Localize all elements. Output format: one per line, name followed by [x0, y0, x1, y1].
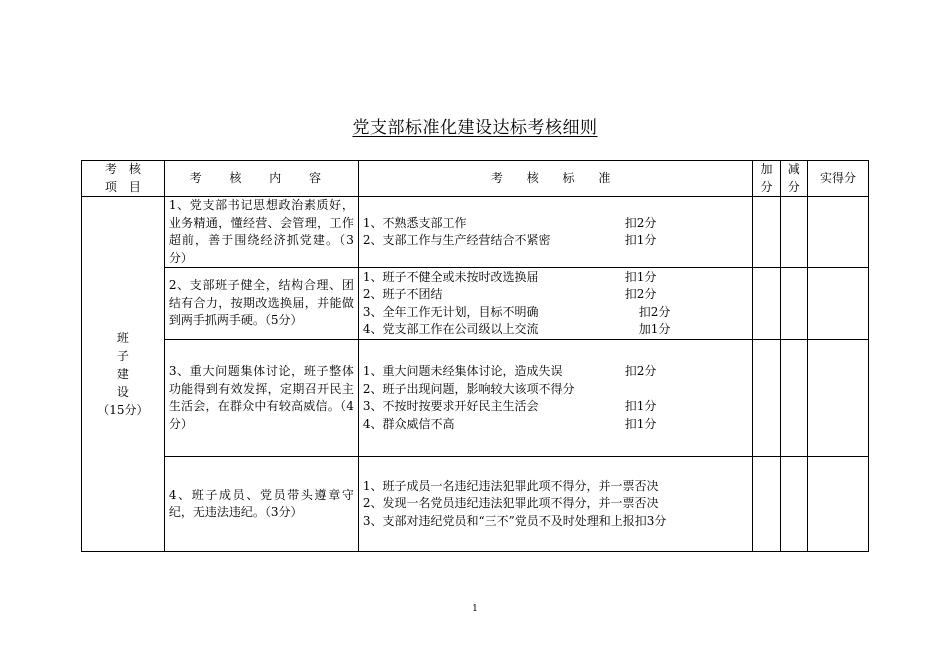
- header-plus-line1: 加: [760, 162, 773, 176]
- criterion-text: 1、班子成员一名违纪违法犯罪此项不得分，并一票否决: [362, 478, 659, 493]
- score-cell: [807, 340, 868, 457]
- minus-cell: [780, 197, 807, 268]
- category-line: 子: [116, 349, 129, 363]
- header-plus-line2: 分: [760, 179, 773, 194]
- table-row: [82, 457, 869, 552]
- criterion-text: 3、全年工作无计划，目标不明确: [362, 304, 539, 319]
- criterion-text: 1、重大问题未经集体讨论，造成失误: [362, 364, 563, 378]
- category-line: 设: [116, 385, 129, 399]
- content-cell: 3、重大问题集体讨论，班子整体功能得到有效发挥，定期召开民主生活会，在群众中有较高威信。（4分）: [164, 340, 358, 457]
- criterion-points: 加1分: [638, 322, 671, 336]
- header-item-line2: 项 目: [104, 179, 141, 194]
- header-minus-line2: 分: [787, 179, 800, 194]
- plus-cell: [753, 268, 780, 340]
- score-cell: [807, 197, 868, 268]
- score-cell: [807, 268, 868, 340]
- score-cell: [807, 457, 868, 552]
- category-line: 班: [116, 331, 129, 345]
- criterion-text: 2、班子不团结: [362, 287, 443, 301]
- criterion-points: 扣2分: [638, 304, 671, 319]
- table-row: [82, 340, 869, 457]
- criterion-text: 2、班子出现问题，影响较大该项不得分: [362, 381, 575, 396]
- header-standard: 考 核 标 准: [358, 161, 753, 197]
- category-cell: [82, 197, 165, 552]
- standard-cell: [358, 457, 753, 552]
- criterion-text: 2、发现一名党员违纪违法犯罪此项不得分，并一票否决: [362, 496, 659, 511]
- content-cell: 2、支部班子健全，结构合理、团结有合力，按期改选换届，并能做到两手抓两手硬。（5分）: [164, 268, 358, 340]
- content-cell: 1、党支部书记思想政治素质好，业务精通，懂经营、会管理，工作超前，善于围绕经济抓党建。（3分）: [164, 197, 358, 268]
- category-line: 建: [116, 367, 129, 381]
- standard-cell: [358, 268, 753, 340]
- plus-cell: [753, 197, 780, 268]
- criterion-text: 1、不熟悉支部工作: [362, 215, 467, 230]
- standard-cell: [358, 340, 753, 457]
- criterion-points: 扣1分: [624, 416, 657, 431]
- table-row: [82, 268, 869, 340]
- table-header-row: [82, 161, 869, 197]
- header-item: [82, 161, 165, 197]
- criterion-points: 扣2分: [624, 215, 657, 230]
- minus-cell: [780, 457, 807, 552]
- minus-cell: [780, 268, 807, 340]
- criterion-points: 扣2分: [624, 287, 657, 301]
- criterion-text: 4、群众威信不高: [362, 416, 455, 431]
- criterion-points: 扣1分: [624, 233, 657, 247]
- criterion-text: 4、党支部工作在公司级以上交流: [362, 322, 539, 336]
- header-plus: [753, 161, 780, 197]
- header-minus-line1: 减: [787, 162, 800, 176]
- standard-cell: [358, 197, 753, 268]
- header-item-line1: 考 核: [104, 162, 141, 176]
- criterion-points: 扣1分: [624, 399, 657, 413]
- document-title: 党支部标准化建设达标考核细则: [352, 118, 598, 138]
- category-score: （15分）: [97, 403, 149, 417]
- criterion-points: 扣1分: [624, 269, 657, 284]
- header-minus: [780, 161, 807, 197]
- plus-cell: [753, 457, 780, 552]
- criterion-text: 1、班子不健全或未按时改选换届: [362, 269, 539, 284]
- table-row: [82, 197, 869, 268]
- criterion-text: 3、不按时按要求开好民主生活会: [362, 399, 539, 413]
- assessment-table: [81, 160, 869, 552]
- plus-cell: [753, 340, 780, 457]
- page-number: 1: [472, 604, 478, 614]
- minus-cell: [780, 340, 807, 457]
- header-content: 考 核 内 容: [164, 161, 358, 197]
- criterion-text: 3、支部对违纪党员和“三不”党员不及时处理和上报扣3分: [362, 513, 667, 528]
- criterion-points: 扣2分: [624, 364, 657, 378]
- content-cell: 4、班子成员、党员带头遵章守纪，无违法违纪。（3分）: [164, 457, 358, 552]
- header-score: 实得分: [807, 161, 868, 197]
- criterion-text: 2、支部工作与生产经营结合不紧密: [362, 233, 551, 247]
